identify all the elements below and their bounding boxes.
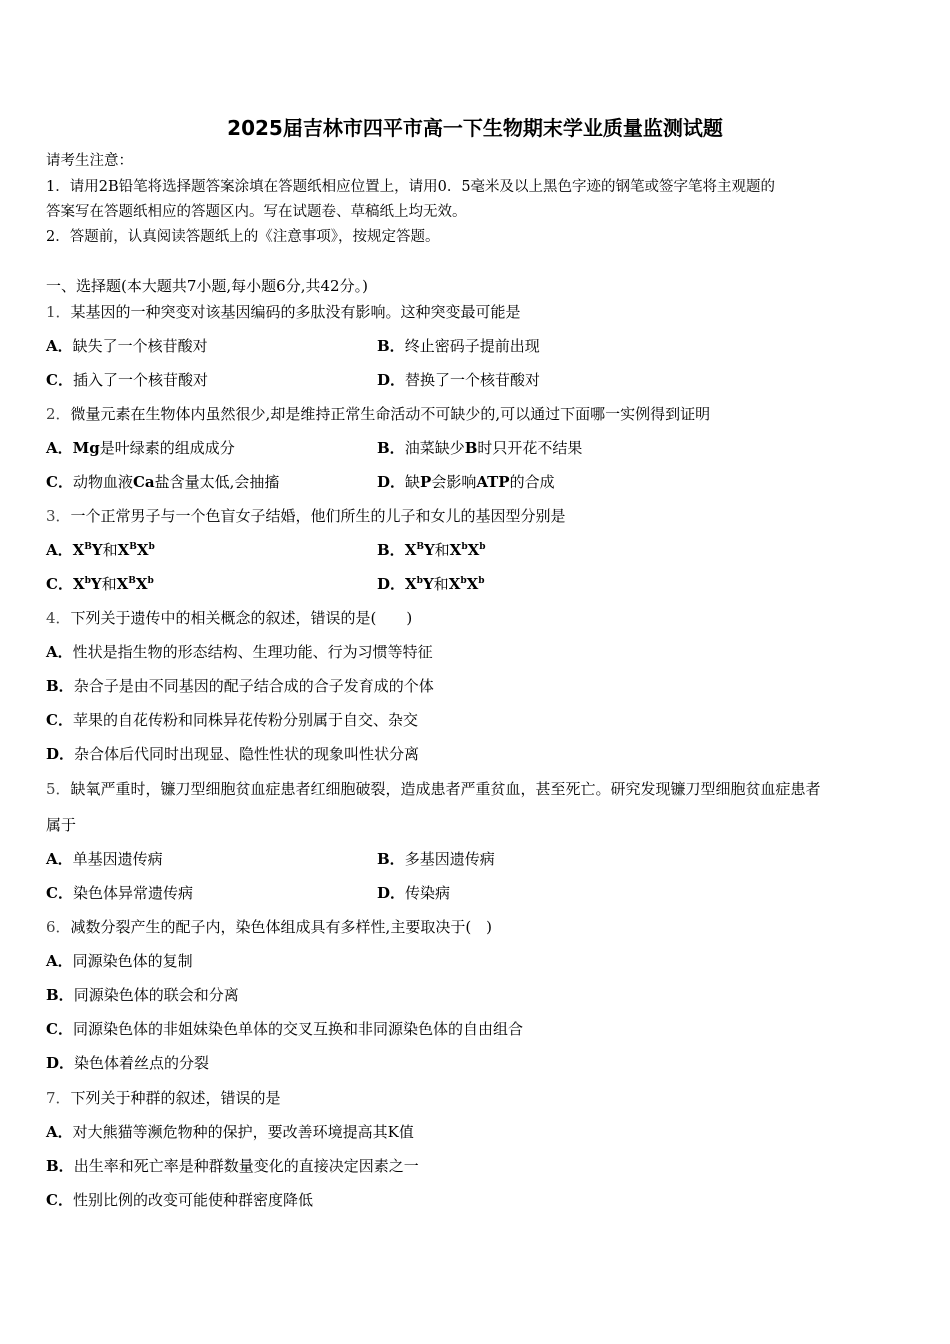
text-span: 油菜缺少: [404, 439, 465, 457]
option-b: [46, 1156, 419, 1176]
text-span: 杂合体后代同时出现显、隐性性状的现象叫性状分离: [74, 745, 420, 763]
text-span: 的合成: [509, 473, 555, 491]
option-b: [377, 336, 540, 356]
text-span: C．: [46, 1020, 73, 1038]
option-d: [377, 574, 485, 594]
option-c: [46, 1190, 313, 1210]
text-span: 替换了一个核苷酸对: [405, 371, 541, 389]
text-span: 插入了一个核苷酸对: [72, 371, 208, 389]
text-span: 性状是指生物的形态结构、生理功能、行为习惯等特征: [72, 643, 433, 661]
question-3: [46, 506, 566, 526]
question-2: [46, 404, 710, 424]
option-d: [377, 472, 555, 492]
text-span: b: [148, 542, 155, 552]
text-span: 和: [102, 541, 118, 559]
text-span: B．: [46, 677, 74, 695]
text-span: B．: [46, 1157, 74, 1175]
text-span: Y: [423, 541, 435, 559]
text-span: B．: [377, 337, 405, 355]
option-a: [46, 540, 155, 560]
text-span: X: [405, 575, 417, 593]
text-span: 和: [433, 575, 449, 593]
text-span: X: [448, 575, 461, 593]
option-d: [46, 744, 419, 764]
text-span: C．: [46, 371, 73, 389]
text-span: 杂合子是由不同基因的配子结合成的合子发育成的个体: [73, 677, 434, 695]
text-span: 苹果的自花传粉和同株异花传粉分别属于自交、杂交: [72, 711, 418, 729]
text-span: 会影响: [431, 473, 477, 491]
question-number: 3．: [46, 507, 71, 525]
option-d: [377, 883, 450, 903]
text-span: 缺: [405, 473, 421, 491]
text-span: X: [116, 575, 129, 593]
text-span: 对大熊猫等濒危物种的保护，要改善环境提高其K值: [72, 1123, 414, 1141]
text-span: X: [72, 575, 85, 593]
text-span: 同源染色体的非姐妹染色单体的交叉互换和非同源染色体的自由组合: [72, 1020, 523, 1038]
text-span: b: [84, 576, 91, 586]
text-span: b: [478, 576, 485, 586]
text-span: Mg: [72, 439, 100, 457]
question-number: 2．: [46, 405, 71, 423]
option-d: [377, 370, 540, 390]
text-span: D．: [377, 575, 406, 593]
text-span: 传染病: [405, 884, 451, 902]
text-span: 出生率和死亡率是种群数量变化的直接决定因素之一: [73, 1157, 419, 1175]
text-span: 盐含量太低,会抽搐: [154, 473, 280, 491]
text-span: 单基因遗传病: [72, 850, 163, 868]
option-c: [46, 574, 154, 594]
question-1: [46, 302, 521, 322]
text-span: b: [460, 576, 467, 586]
text-span: ATP: [476, 473, 510, 491]
question-number: 6．: [46, 918, 71, 936]
text-span: D．: [377, 884, 406, 902]
notice-line-3: 2．答题前，认真阅读答题纸上的《注意事项》，按规定答题。: [46, 229, 440, 245]
text-span: 和: [101, 575, 117, 593]
option-a: [46, 642, 433, 662]
option-a: [46, 1122, 414, 1142]
option-c: [46, 370, 208, 390]
text-span: X: [449, 541, 462, 559]
text-span: b: [416, 576, 423, 586]
text-span: B: [416, 542, 424, 552]
text-span: A．: [46, 850, 73, 868]
text-span: 缺失了一个核苷酸对: [72, 337, 208, 355]
text-span: Y: [90, 575, 102, 593]
text-span: b: [479, 542, 486, 552]
option-a: [46, 951, 193, 971]
text-span: Y: [422, 575, 434, 593]
text-span: B: [129, 542, 137, 552]
question-stem: 一个正常男子与一个色盲女子结婚，他们所生的儿子和女儿的基因型分别是: [70, 507, 566, 525]
question-stem: 缺氧严重时，镰刀型细胞贫血症患者红细胞破裂，造成患者严重贫血，甚至死亡。研究发现镰刀型细胞贫血症患者: [70, 780, 821, 798]
text-span: C．: [46, 575, 73, 593]
text-span: D．: [46, 1054, 75, 1072]
text-span: A．: [46, 952, 73, 970]
text-span: B: [128, 576, 136, 586]
text-span: 终止密码子提前出现: [404, 337, 540, 355]
text-span: X: [136, 541, 149, 559]
option-c: [46, 1019, 523, 1039]
text-span: C．: [46, 1191, 73, 1209]
text-span: D．: [46, 745, 75, 763]
text-span: A．: [46, 337, 73, 355]
page-title: 2025届吉林市四平市高一下生物期末学业质量监测试题: [227, 116, 723, 140]
option-b: [377, 849, 495, 869]
text-span: 多基因遗传病: [404, 850, 495, 868]
option-c: [46, 710, 418, 730]
option-a: [46, 336, 208, 356]
question-stem: 减数分裂产生的配子内，染色体组成具有多样性,主要取决于( ): [70, 918, 493, 936]
text-span: C．: [46, 884, 73, 902]
text-span: 染色体异常遗传病: [72, 884, 193, 902]
text-span: X: [117, 541, 130, 559]
question-6: [46, 917, 492, 937]
text-span: X: [404, 541, 417, 559]
text-span: B．: [46, 986, 74, 1004]
question-stem: 某基因的一种突变对该基因编码的多肽没有影响。这种突变最可能是: [70, 303, 521, 321]
text-span: Y: [91, 541, 103, 559]
question-number: 1．: [46, 303, 71, 321]
text-span: 时只开花不结果: [477, 439, 583, 457]
text-span: D．: [377, 473, 406, 491]
option-b: [377, 438, 582, 458]
option-b: [377, 540, 486, 560]
text-span: B．: [377, 541, 405, 559]
text-span: B: [84, 542, 92, 552]
notice-heading: 请考生注意：: [46, 153, 133, 169]
text-span: Ca: [132, 473, 155, 491]
text-span: C．: [46, 473, 73, 491]
option-c: [46, 883, 193, 903]
question-stem: 微量元素在生物体内虽然很少,却是维持正常生命活动不可缺少的,可以通过下面哪一实例得到证明: [70, 405, 711, 423]
text-span: 动物血液: [72, 473, 133, 491]
text-span: A．: [46, 643, 73, 661]
notice-line-1: 1．请用2B铅笔将选择题答案涂填在答题纸相应位置上，请用0．5毫米及以上黑色字迹的钢笔或签字笔将主观题的: [46, 179, 776, 195]
text-span: X: [466, 575, 479, 593]
question-stem: 下列关于遗传中的相关概念的叙述，错误的是( ): [70, 609, 413, 627]
text-span: B．: [377, 850, 405, 868]
question-4: [46, 608, 412, 628]
option-b: [46, 676, 434, 696]
option-d: [46, 1053, 209, 1073]
text-span: X: [135, 575, 148, 593]
section-heading: 一、选择题(本大题共7小题,每小题6分,共42分。): [46, 277, 368, 295]
text-span: 性别比例的改变可能使种群密度降低: [72, 1191, 313, 1209]
question-number: 7．: [46, 1089, 71, 1107]
question-number: 5．: [46, 780, 71, 798]
text-span: D．: [377, 371, 406, 389]
question-5: [46, 779, 821, 799]
text-span: X: [72, 541, 85, 559]
option-a: [46, 438, 235, 458]
option-a: [46, 849, 163, 869]
question-5-continued: 属于: [46, 816, 77, 834]
text-span: b: [147, 576, 154, 586]
text-span: 染色体着丝点的分裂: [74, 1054, 210, 1072]
text-span: A．: [46, 541, 73, 559]
text-span: 和: [434, 541, 450, 559]
text-span: B．: [377, 439, 405, 457]
text-span: B: [464, 439, 478, 457]
question-7: [46, 1088, 281, 1108]
text-span: A．: [46, 1123, 73, 1141]
text-span: X: [467, 541, 480, 559]
text-span: C．: [46, 711, 73, 729]
text-span: A．: [46, 439, 73, 457]
question-number: 4．: [46, 609, 71, 627]
option-c: [46, 472, 279, 492]
notice-line-2: 答案写在答题纸相应的答题区内。写在试题卷、草稿纸上均无效。: [46, 204, 467, 220]
text-span: 同源染色体的联会和分离: [73, 986, 239, 1004]
text-span: 是叶绿素的组成成分: [99, 439, 235, 457]
text-span: P: [420, 473, 432, 491]
question-stem: 下列关于种群的叙述，错误的是: [70, 1089, 281, 1107]
option-b: [46, 985, 239, 1005]
text-span: b: [461, 542, 468, 552]
text-span: 同源染色体的复制: [72, 952, 193, 970]
